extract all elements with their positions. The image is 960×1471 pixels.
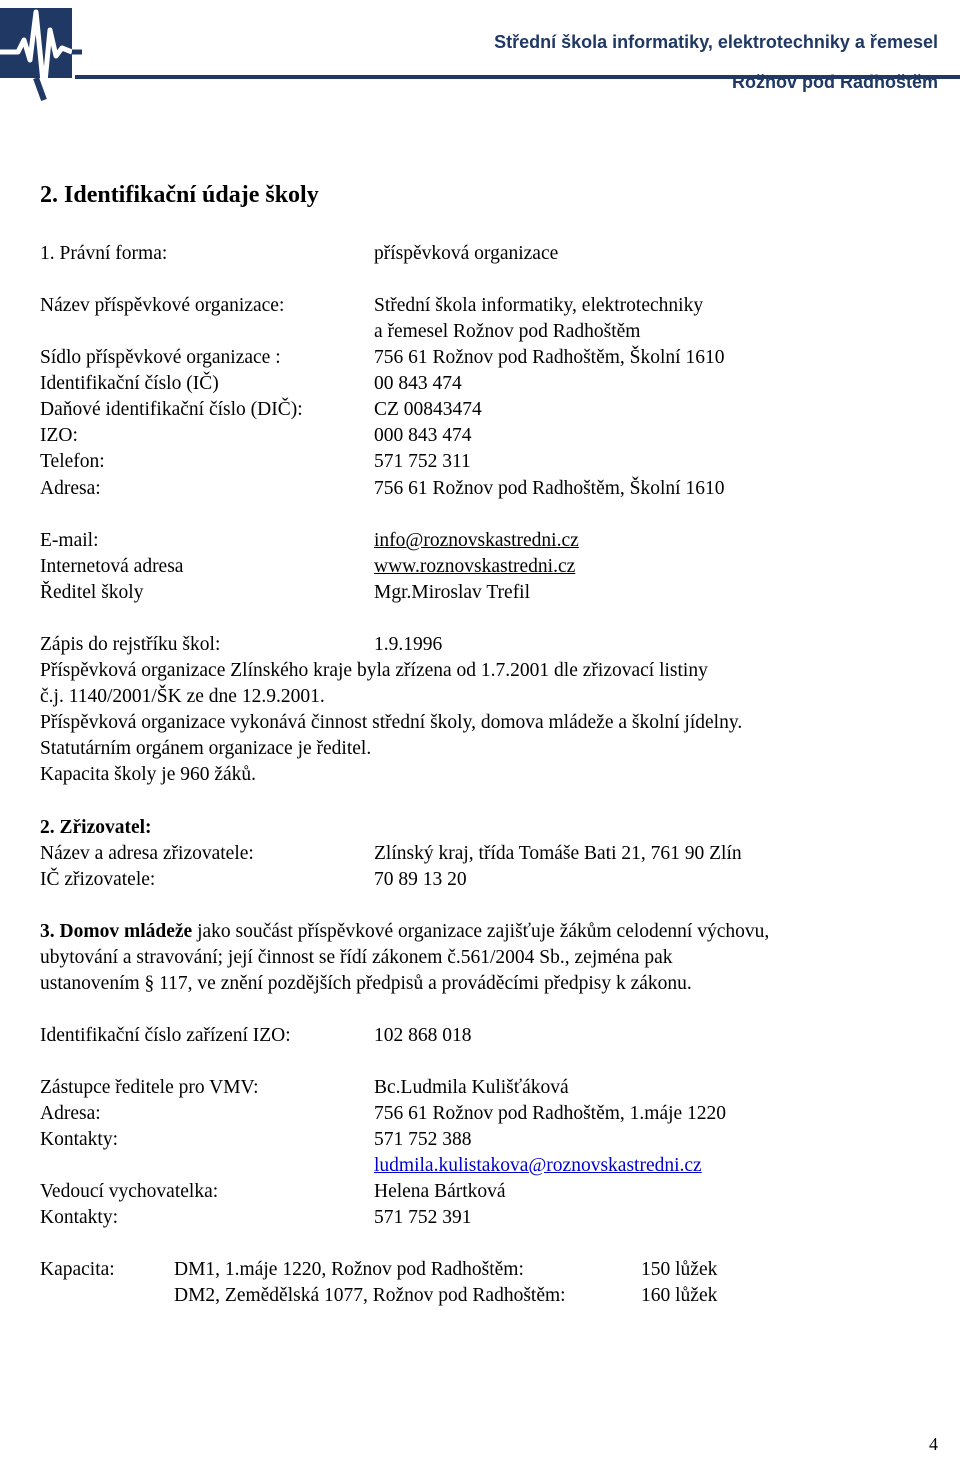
registry-line-5: Kapacita školy je 960 žáků. xyxy=(40,764,257,785)
registry-line-3: Příspěvková organizace vykonává činnost střední školy, domova mládeže a školní jídelny. xyxy=(40,712,743,733)
ic-value: 00 843 474 xyxy=(374,373,462,394)
header-town: Rožnov pod Radhoštěm xyxy=(732,72,938,92)
izo-value: 000 843 474 xyxy=(374,425,472,446)
registry-line-1: Příspěvková organizace Zlínského kraje byla zřízena od 1.7.2001 dle zřizovací listiny xyxy=(40,660,708,681)
page-number: 4 xyxy=(929,1434,938,1454)
dic-value: CZ 00843474 xyxy=(374,399,482,420)
dm-address-label: Adresa: xyxy=(40,1103,101,1124)
izo-label: IZO: xyxy=(40,425,78,446)
director-value: Mgr.Miroslav Trefil xyxy=(374,582,531,603)
head-contacts-label: Kontakty: xyxy=(40,1207,118,1228)
dm1-beds: 150 lůžek xyxy=(641,1259,718,1280)
registry-value: 1.9.1996 xyxy=(374,634,443,655)
dormitory-number: 3. xyxy=(40,921,55,942)
section-heading: 2. Identifikační údaje školy xyxy=(40,182,319,208)
director-label: Ředitel školy xyxy=(40,582,144,603)
dormitory-line-1 xyxy=(40,920,769,944)
dm2-place: DM2, Zemědělská 1077, Rožnov pod Radhoštěm: xyxy=(174,1285,566,1306)
web-link[interactable]: www.roznovskastredni.cz xyxy=(374,556,576,577)
seat-label: Sídlo příspěvkové organizace : xyxy=(40,347,281,368)
legal-form-label: 1. Právní forma: xyxy=(40,243,168,264)
capacity-label: Kapacita: xyxy=(40,1259,115,1280)
phone-label: Telefon: xyxy=(40,451,105,472)
legal-form-value: příspěvková organizace xyxy=(374,243,559,264)
dic-label: Daňové identifikační číslo (DIČ): xyxy=(40,399,303,420)
seat-value: 756 61 Rožnov pod Radhoštěm, Školní 1610 xyxy=(374,347,725,368)
dormitory-line-2: ubytování a stravování; její činnost se řídí zákonem č.561/2004 Sb., zejména pak xyxy=(40,947,673,968)
dormitory-line-3: ustanovením § 117, ve znění pozdějších předpisů a prováděcími předpisy k zákonu. xyxy=(40,973,692,994)
head-educator-label: Vedoucí vychovatelka: xyxy=(40,1181,219,1202)
registry-line-4: Statutárním orgánem organizace je ředitel. xyxy=(40,738,372,759)
head-contacts-value: 571 752 391 xyxy=(374,1207,472,1228)
founder-name-value: Zlínský kraj, třída Tomáše Bati 21, 761 90 Zlín xyxy=(374,843,742,864)
org-name-value-1: Střední škola informatiky, elektrotechniky xyxy=(374,295,704,316)
founder-heading-number: 2. xyxy=(40,817,55,838)
phone-value: 571 752 311 xyxy=(374,451,471,472)
registry-line-2: č.j. 1140/2001/ŠK ze dne 12.9.2001. xyxy=(40,686,325,707)
deputy-value: Bc.Ludmila Kulišťáková xyxy=(374,1077,569,1098)
org-name-label: Název příspěvkové organizace: xyxy=(40,295,285,316)
dormitory-title: Domov mládeže xyxy=(59,921,193,942)
founder-heading xyxy=(40,816,152,840)
deputy-label: Zástupce ředitele pro VMV: xyxy=(40,1077,259,1098)
email-link[interactable]: info@roznovskastredni.cz xyxy=(374,530,579,551)
dormitory-line-1-rest: jako součást příspěvkové organizace zajišťuje žákům celodenní výchovu, xyxy=(192,921,770,942)
ic-label: Identifikační číslo (IČ) xyxy=(40,373,219,394)
dm2-beds: 160 lůžek xyxy=(641,1285,718,1306)
dm1-place: DM1, 1.máje 1220, Rožnov pod Radhoštěm: xyxy=(174,1259,524,1280)
registry-label: Zápis do rejstříku škol: xyxy=(40,634,221,655)
founder-heading-text: Zřizovatel: xyxy=(59,817,152,838)
dm-izo-label: Identifikační číslo zařízení IZO: xyxy=(40,1025,291,1046)
address-label: Adresa: xyxy=(40,478,101,499)
founder-ic-label: IČ zřizovatele: xyxy=(40,869,156,890)
dm-contacts-label: Kontakty: xyxy=(40,1129,118,1150)
dm-address-value: 756 61 Rožnov pod Radhoštěm, 1.máje 1220 xyxy=(374,1103,727,1124)
school-logo xyxy=(0,0,960,110)
founder-ic-value: 70 89 13 20 xyxy=(374,869,467,890)
web-label: Internetová adresa xyxy=(40,556,184,577)
ekg-logo-icon xyxy=(0,8,82,100)
dm-izo-value: 102 868 018 xyxy=(374,1025,472,1046)
org-name-value-2: a řemesel Rožnov pod Radhoštěm xyxy=(374,321,641,342)
address-value: 756 61 Rožnov pod Radhoštěm, Školní 1610 xyxy=(374,478,725,499)
head-educator-value: Helena Bártková xyxy=(374,1181,506,1202)
dm-contacts-email-link[interactable]: ludmila.kulistakova@roznovskastredni.cz xyxy=(374,1155,702,1176)
header-school-name: Střední škola informatiky, elektrotechniky a řemesel xyxy=(494,32,938,52)
email-label: E-mail: xyxy=(40,530,99,551)
founder-name-label: Název a adresa zřizovatele: xyxy=(40,843,254,864)
dm-contacts-phone: 571 752 388 xyxy=(374,1129,472,1150)
